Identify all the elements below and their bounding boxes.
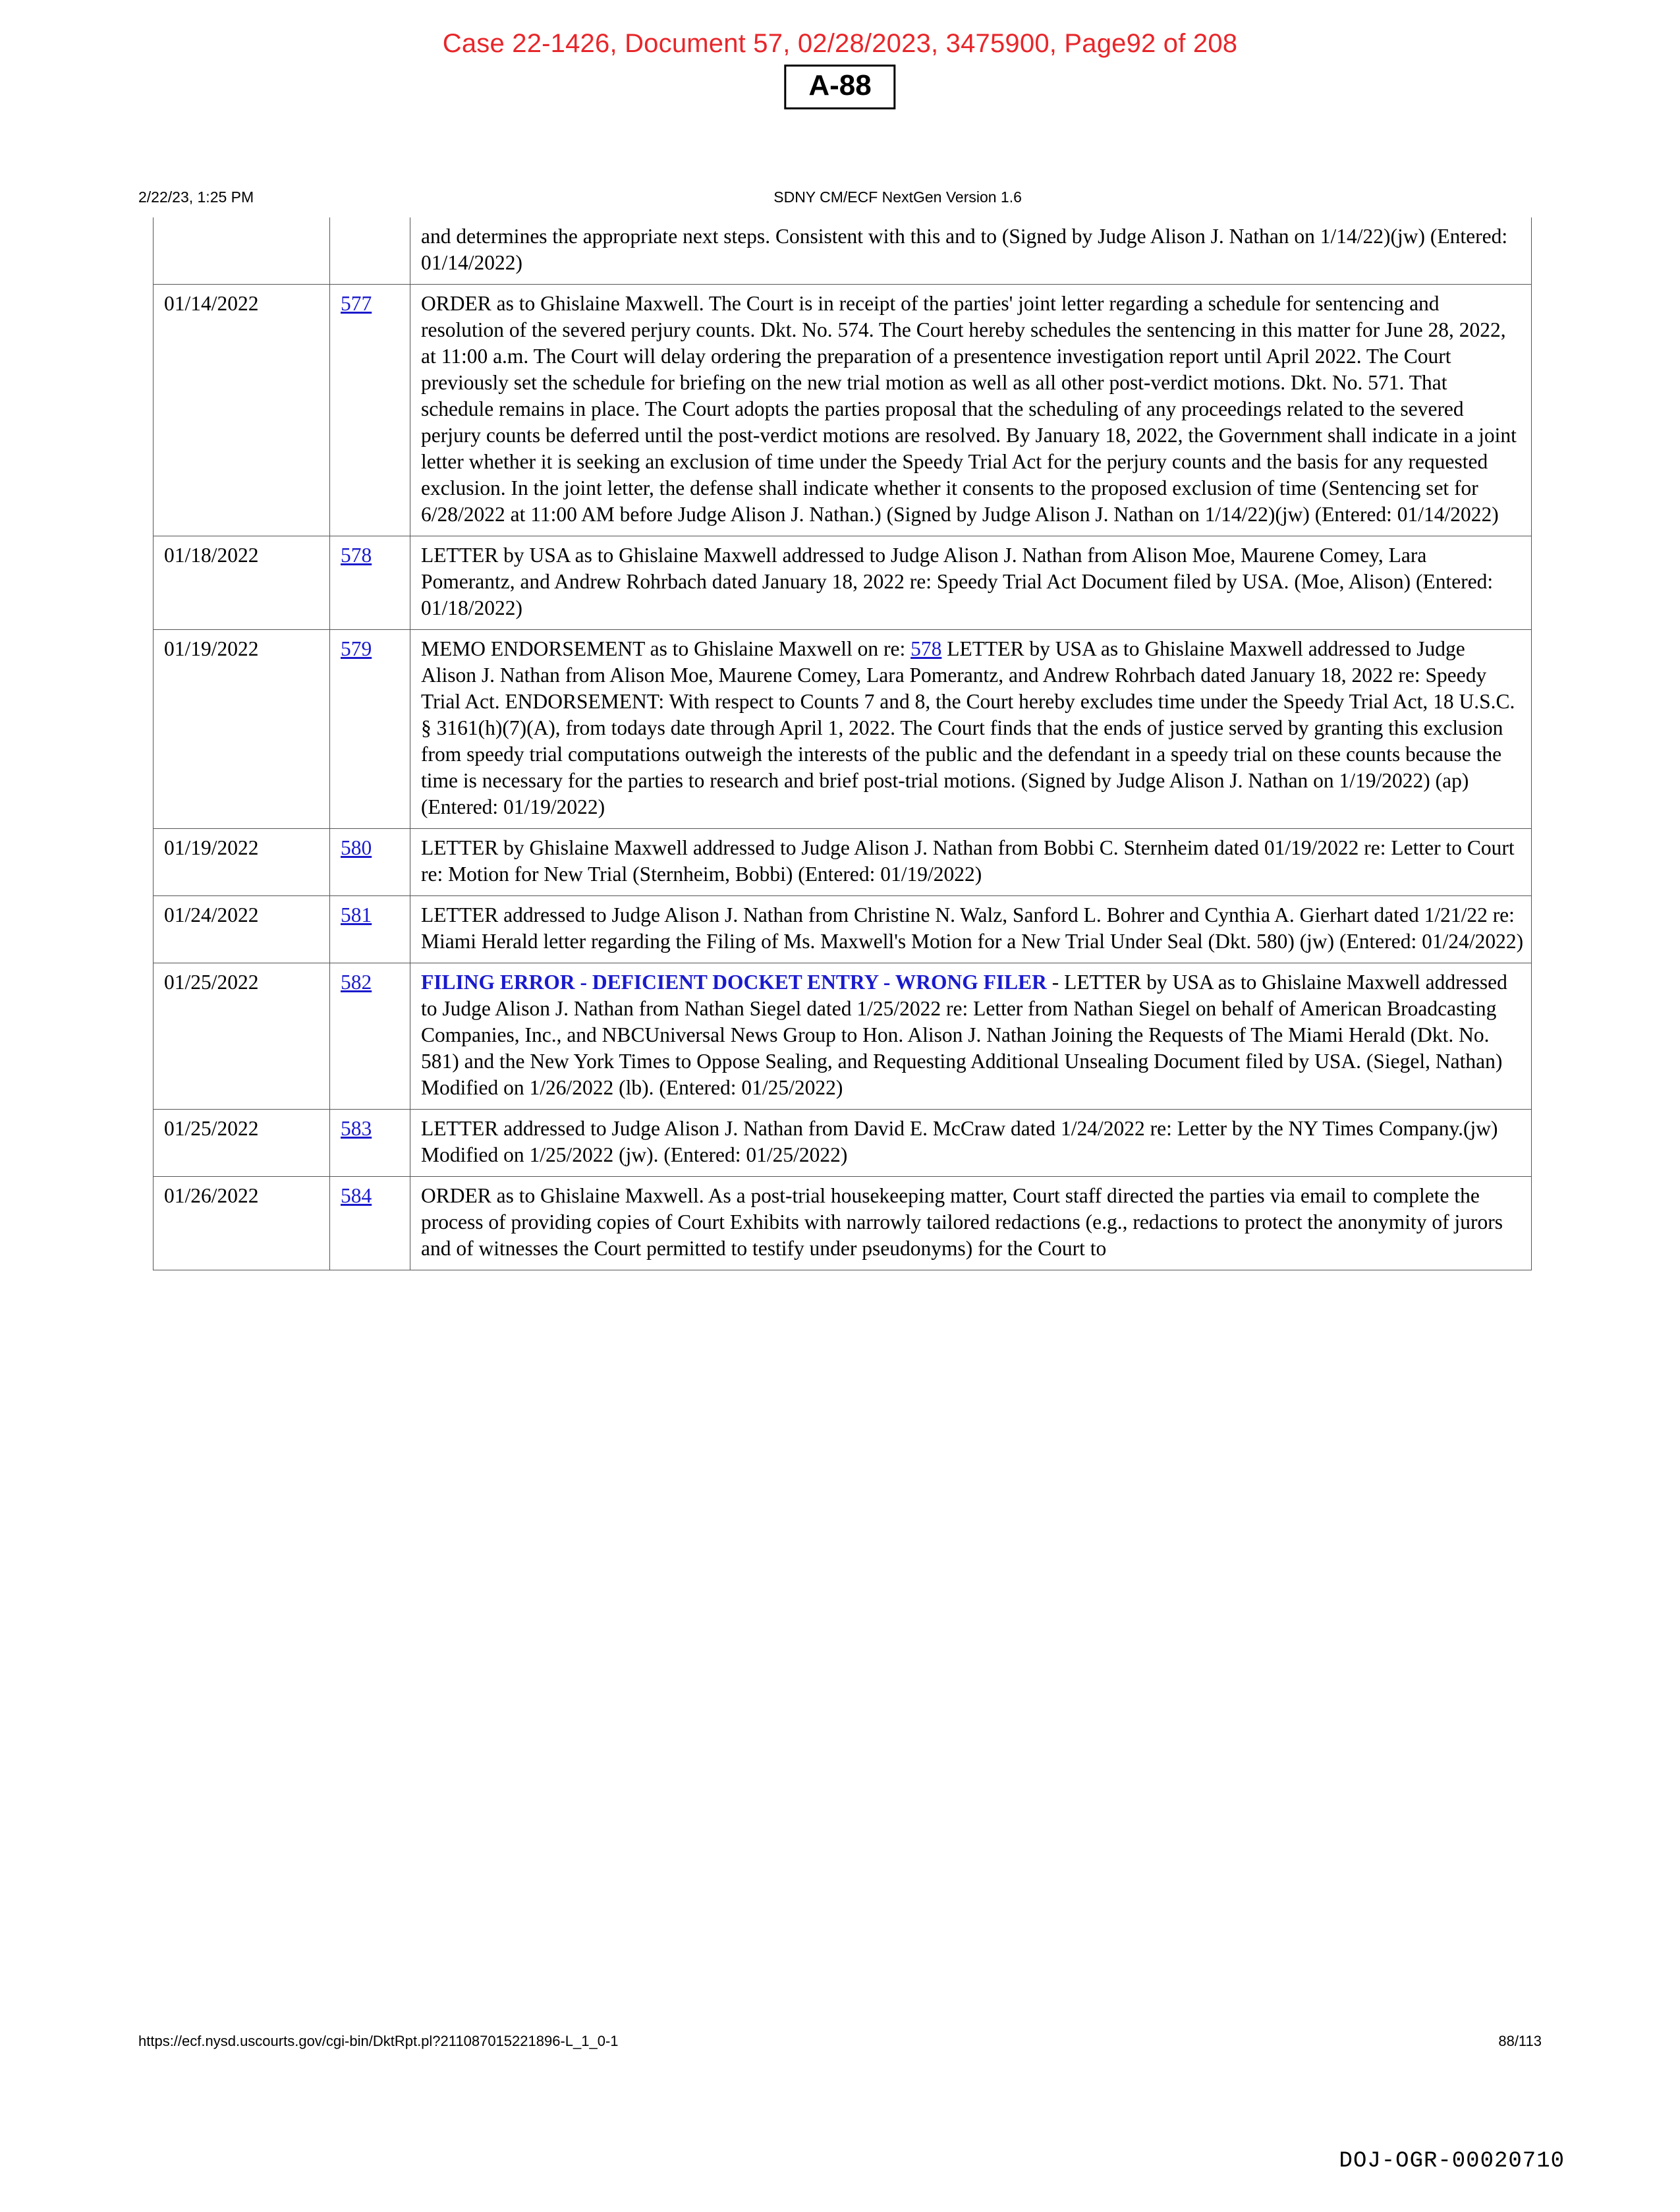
table-row [154, 963, 1532, 1110]
docket-number-link[interactable]: 582 [341, 971, 372, 994]
footer-page-count: 88/113 [1498, 2033, 1542, 2049]
entry-number-cell [330, 1177, 410, 1270]
entry-date: 01/24/2022 [154, 896, 330, 963]
entry-text-part-1: MEMO ENDORSEMENT as to Ghislaine Maxwell on re: [421, 637, 911, 660]
date-cell-empty [154, 217, 330, 285]
print-timestamp: 2/22/23, 1:25 PM [138, 188, 254, 206]
filing-error-label: FILING ERROR - DEFICIENT DOCKET ENTRY - WRONG FILER [421, 971, 1047, 994]
ecf-system-title: SDNY CM/ECF NextGen Version 1.6 [773, 188, 1022, 206]
docket-number-link[interactable]: 581 [341, 903, 372, 926]
entry-number-cell [330, 630, 410, 829]
entry-text [410, 963, 1532, 1110]
docnum-cell-empty [330, 217, 410, 285]
case-caption-header: Case 22-1426, Document 57, 02/28/2023, 3475900, Page92 of 208 [442, 29, 1238, 58]
docket-entries-table [153, 217, 1532, 1270]
docket-number-link[interactable]: 579 [341, 637, 372, 660]
entry-date: 01/14/2022 [154, 285, 330, 536]
entry-text: LETTER addressed to Judge Alison J. Nathan from Christine N. Walz, Sanford L. Bohrer and Cynthia A. Gierhart dated 1/21/22 re: Miami Herald letter regarding the Filing of Ms. Maxwell's Motion for a New Trial Under Seal (Dkt. 580) (jw) (Entered: 01/24/2022) [410, 896, 1532, 963]
entry-number-cell [330, 896, 410, 963]
table-row [154, 829, 1532, 896]
print-meta-row [138, 188, 1542, 206]
table-row [154, 285, 1532, 536]
entry-text: ORDER as to Ghislaine Maxwell. The Court is in receipt of the parties' joint letter regarding a schedule for sentencing and resolution of the severed perjury counts. Dkt. No. 574. The Court hereby schedules the sentencing in this matter for June 28, 2022, at 11:00 a.m. The Court will delay ordering the preparation of a presentence investigation report until April 2022. The Court previously set the schedule for briefing on the new trial motion as well as all other post-verdict motions. Dkt. No. 571. That schedule remains in place. The Court adopts the parties proposal that the scheduling of any proceedings related to the severed perjury counts be deferred until the post-verdict motions are resolved. By January 18, 2022, the Government shall indicate in a joint letter whether it is seeking an exclusion of time under the Speedy Trial Act for the perjury counts and the basis for any requested exclusion. In the joint letter, the defense shall indicate whether it consents to the proposed exclusion of time (Sentencing set for 6/28/2022 at 11:00 AM before Judge Alison J. Nathan.) (Signed by Judge Alison J. Nathan on 1/14/22)(jw) (Entered: 01/14/2022) [410, 285, 1532, 536]
entry-text-continuation: and determines the appropriate next steps. Consistent with this and to (Signed by Judge Alison J. Nathan on 1/14/22)(jw) (Entered: 01/14/2022) [410, 217, 1532, 285]
docket-number-link[interactable]: 584 [341, 1184, 372, 1207]
entry-text: LETTER by Ghislaine Maxwell addressed to Judge Alison J. Nathan from Bobbi C. Sternheim dated 01/19/2022 re: Letter to Court re: Motion for New Trial (Sternheim, Bobbi) (Entered: 01/19/2022) [410, 829, 1532, 896]
entry-text-part-2: LETTER by USA as to Ghislaine Maxwell addressed to Judge Alison J. Nathan from Alison Moe, Maurene Comey, Lara Pomerantz, and Andrew Rohrbach dated January 18, 2022 re: Speedy Trial Act. ENDORSEMENT: With respect to Counts 7 and 8, the Court hereby excludes time under the Speedy Trial Act, 18 U.S.C. § 3161(h)(7)(A), from todays date through April 1, 2022. The Court finds that the ends of justice served by granting this exclusion from speedy trial computations outweigh the interests of the public and the defendant in a speedy trial on these counts because the time is necessary for the parties to research and brief post-trial motions. (Signed by Judge Alison J. Nathan on 1/19/2022) (ap) (Entered: 01/19/2022) [421, 637, 1515, 818]
referenced-docket-link[interactable]: 578 [910, 637, 942, 660]
table-row [154, 1110, 1532, 1177]
entry-number-cell [330, 829, 410, 896]
entry-date: 01/26/2022 [154, 1177, 330, 1270]
table-row [154, 630, 1532, 829]
entry-number-cell [330, 285, 410, 536]
entry-text: LETTER addressed to Judge Alison J. Nathan from David E. McCraw dated 1/24/2022 re: Letter by the NY Times Company.(jw) Modified on 1/25/2022 (jw). (Entered: 01/25/2022) [410, 1110, 1532, 1177]
entry-number-cell [330, 963, 410, 1110]
entry-text: ORDER as to Ghislaine Maxwell. As a post-trial housekeeping matter, Court staff directed the parties via email to complete the process of providing copies of Court Exhibits with narrowly tailored redactions (e.g., redactions to protect the anonymity of jurors and of witnesses the Court permitted to testify under pseudonyms) for the Court to [410, 1177, 1532, 1270]
entry-date: 01/18/2022 [154, 536, 330, 630]
table-row [154, 1177, 1532, 1270]
docket-number-link[interactable]: 583 [341, 1117, 372, 1140]
docket-number-link[interactable]: 580 [341, 836, 372, 859]
footer-url: https://ecf.nysd.uscourts.gov/cgi-bin/DktRpt.pl?211087015221896-L_1_0-1 [138, 2033, 619, 2049]
appendix-page-stamp: A-88 [784, 65, 895, 109]
entry-number-cell [330, 536, 410, 630]
table-row-continuation [154, 217, 1532, 285]
entry-text [410, 630, 1532, 829]
table-row [154, 896, 1532, 963]
entry-date: 01/25/2022 [154, 1110, 330, 1177]
docket-number-link[interactable]: 577 [341, 292, 372, 315]
entry-date: 01/25/2022 [154, 963, 330, 1110]
docket-number-link[interactable]: 578 [341, 544, 372, 567]
entry-date: 01/19/2022 [154, 630, 330, 829]
bates-number: DOJ-OGR-00020710 [1339, 2149, 1565, 2174]
page-footer [138, 2033, 1542, 2050]
entry-date: 01/19/2022 [154, 829, 330, 896]
entry-text: LETTER by USA as to Ghislaine Maxwell addressed to Judge Alison J. Nathan from Alison Moe, Maurene Comey, Lara Pomerantz, and Andrew Rohrbach dated January 18, 2022 re: Speedy Trial Act Document filed by USA. (Moe, Alison) (Entered: 01/18/2022) [410, 536, 1532, 630]
entry-text-body: - LETTER by USA as to Ghislaine Maxwell addressed to Judge Alison J. Nathan from Nathan Siegel dated 1/25/2022 re: Letter from Nathan Siegel on behalf of American Broadcasting Companies, Inc., and NBCUniversal News Group to Hon. Alison J. Nathan Joining the Requests of The Miami Herald (Dkt. No. 581) and the New York Times to Oppose Sealing, and Requesting Additional Unsealing Document filed by USA. (Siegel, Nathan) Modified on 1/26/2022 (lb). (Entered: 01/25/2022) [421, 971, 1507, 1099]
entry-number-cell [330, 1110, 410, 1177]
table-row [154, 536, 1532, 630]
